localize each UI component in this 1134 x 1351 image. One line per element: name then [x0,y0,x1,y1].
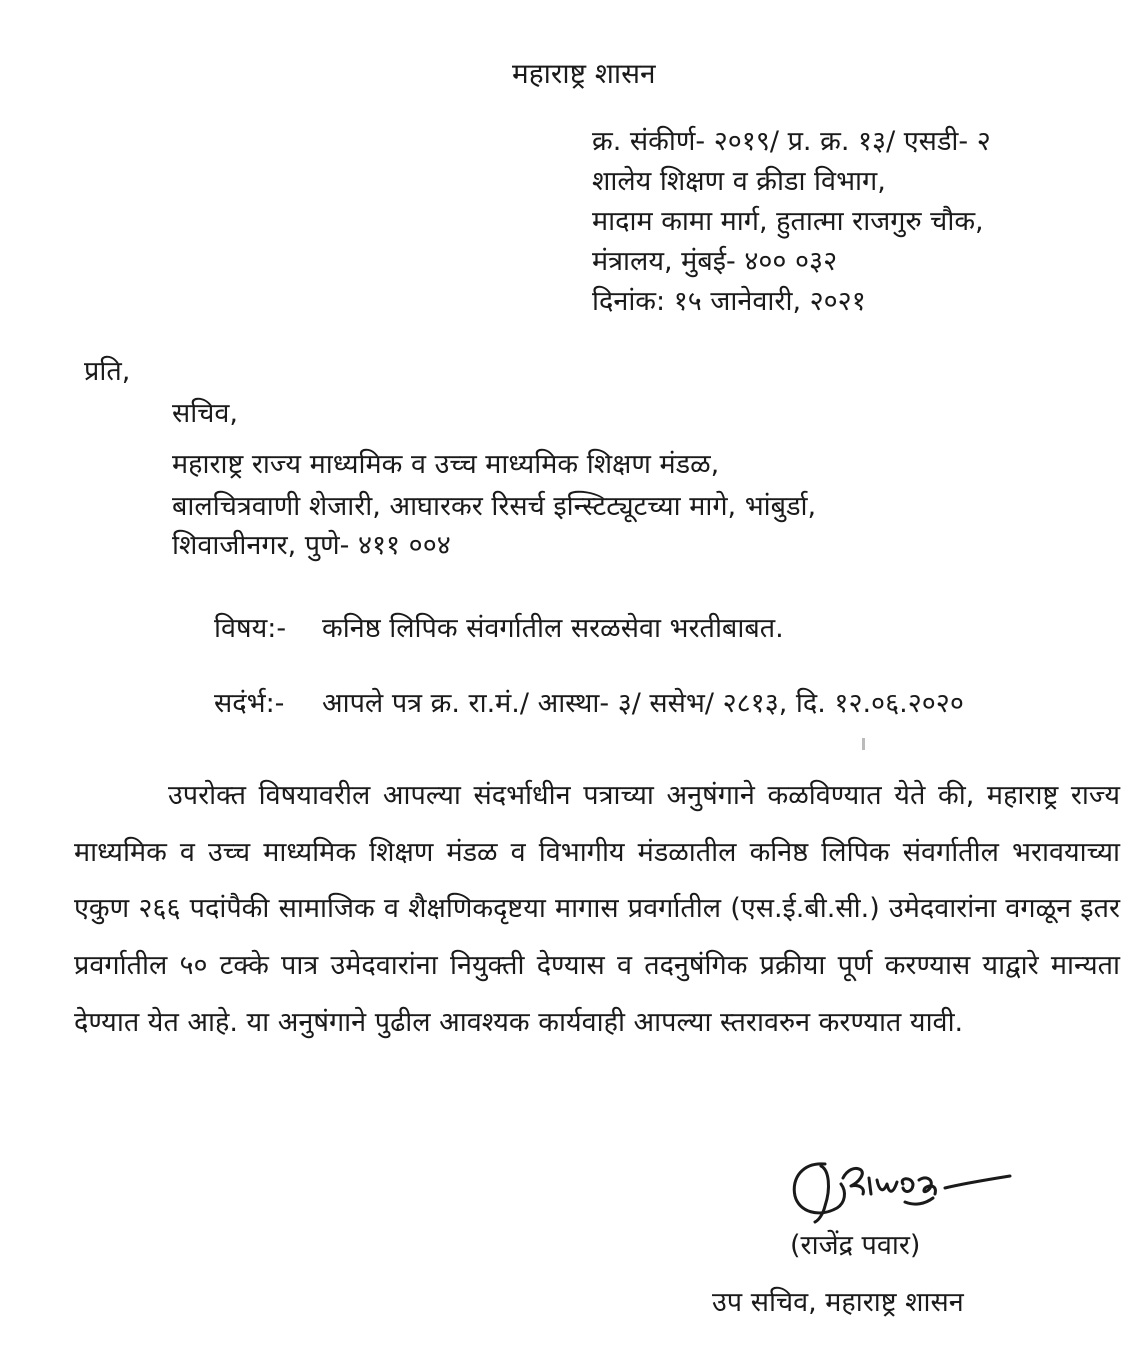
address-city: मंत्रालय, मुंबई- ४०० ०३२ [592,246,838,277]
recipient-designation: सचिव, [172,398,238,429]
signatory-designation: उप सचिव, महाराष्ट्र शासन [712,1287,964,1318]
subject-text: कनिष्ठ लिपिक संवर्गातील सरळसेवा भरतीबाबत. [322,613,784,644]
subject-label: विषय:- [214,613,287,644]
signature-icon [785,1148,1015,1226]
letterhead-title: महाराष्ट्र शासन [512,57,656,90]
reference-text: आपले पत्र क्र. रा.मं./ आस्था- ३/ ससेभ/ २८१३, दि. १२.०६.२०२० [322,688,964,719]
recipient-address-line2: शिवाजीनगर, पुणे- ४११ ००४ [172,530,451,561]
address-street: मादाम कामा मार्ग, हुतात्मा राजगुरु चौक, [592,206,984,237]
department-name: शालेय शिक्षण व क्रीडा विभाग, [592,166,886,197]
recipient-address-line1: बालचित्रवाणी शेजारी, आघारकर रिसर्च इन्स्टिट्यूटच्या मागे, भांबुर्डा, [172,491,817,522]
letter-date: दिनांक: १५ जानेवारी, २०२१ [592,286,866,317]
scan-artifact [862,738,865,750]
to-label: प्रति, [84,356,131,387]
recipient-organization: महाराष्ट्र राज्य माध्यमिक व उच्च माध्यमिक शिक्षण मंडळ, [172,449,720,480]
reference-number: क्र. संकीर्ण- २०१९/ प्र. क्र. १३/ एसडी- २ [592,126,991,157]
signatory-name: (राजेंद्र पवार) [790,1230,921,1261]
reference-label: सदंर्भ:- [214,688,285,719]
body-paragraph: उपरोक्त विषयावरील आपल्या संदर्भाधीन पत्राच्या अनुषंगाने कळविण्यात येते की, महाराष्ट्र राज्य माध्यमिक व उच्च माध्यमिक शिक्षण मंडळ व विभागीय मंडळातील कनिष्ठ लिपिक संवर्गातील भरावयाच्या एकुण २६६ पदांपैकी सामाजिक व शैक्षणिकदृष्टया मागास प्रवर्गातील (एस.ई.बी.सी.) उमेदवारांना वगळून इतर प्रवर्गातील ५० टक्के पात्र उमेदवारांना नियुक्ती देण्यास व तदनुषंगिक प्रक्रीया पूर्ण करण्यास याद्वारे मान्यता देण्यात येत आहे. या अनुषंगाने पुढील आवश्यक कार्यवाही आपल्या स्तरावरुन करण्यात यावी. [74,780,1120,1038]
